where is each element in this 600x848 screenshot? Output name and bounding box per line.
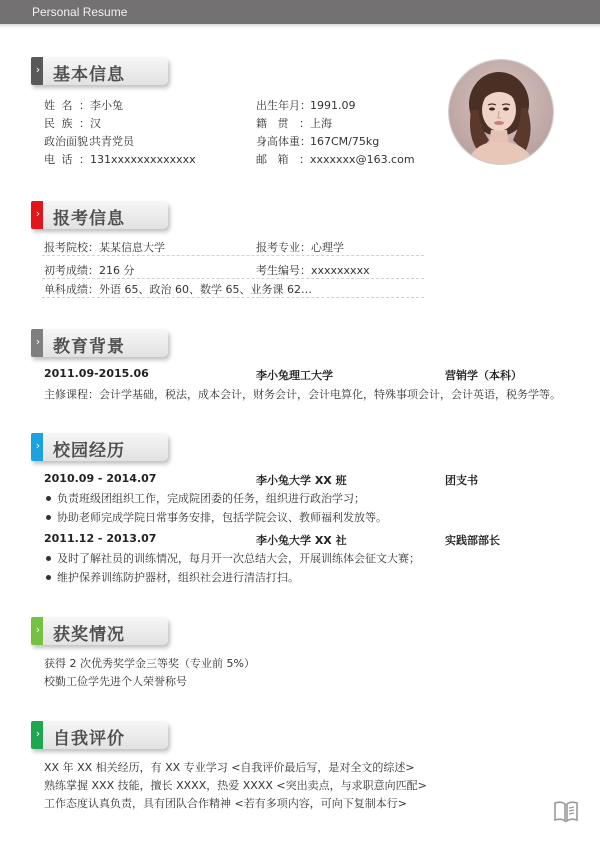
email-value: xxxxxxx@163.com <box>310 153 415 166</box>
name-label: 姓名： <box>44 99 90 112</box>
chevron-right-icon: › <box>35 439 41 452</box>
section-accent <box>31 329 43 357</box>
exam-major-value: 心理学 <box>311 241 344 254</box>
chevron-right-icon: › <box>35 63 41 76</box>
section-header-awards <box>31 617 168 645</box>
birth-label: 出生年月： <box>256 99 311 112</box>
section-accent <box>31 617 43 645</box>
title-bar <box>0 0 600 24</box>
name-value: 李小兔 <box>90 99 123 112</box>
origin-row <box>256 115 332 131</box>
section-title: 基本信息 <box>53 65 125 85</box>
exam-number-row <box>256 262 370 278</box>
avatar-photo <box>449 60 553 164</box>
exam-school-row <box>44 239 165 255</box>
section-title: 获奖情况 <box>53 625 125 645</box>
campus-item: 及时了解社员的训练情况，每月开一次总结大会，开展训练体会征文大赛； <box>57 552 420 565</box>
phone-value: 131xxxxxxxxxxxxx <box>90 153 196 166</box>
chevron-right-icon: › <box>35 623 41 636</box>
education-period: 2011.09-2015.06 <box>44 367 149 380</box>
email-label: 邮箱： <box>256 153 310 166</box>
campus-role: 团支书 <box>445 474 478 487</box>
chevron-right-icon: › <box>35 727 41 740</box>
exam-score-label: 初考成绩： <box>44 264 99 277</box>
email-row <box>256 151 415 167</box>
ethnicity-label: 民族： <box>44 117 90 130</box>
name-row <box>44 97 123 113</box>
exam-single-value: 外语 65、政治 60、数学 65、业务课 62… <box>99 283 312 296</box>
politics-value: 共青党员 <box>90 135 134 148</box>
section-title: 报考信息 <box>53 209 125 229</box>
section-accent <box>31 721 43 749</box>
exam-major-row <box>256 239 344 255</box>
section-header-exam <box>31 201 168 229</box>
self-eval-item: XX 年 XX 相关经历，有 XX 专业学习 <自我评价最后写，是对全文的综述> <box>44 761 415 774</box>
campus-org: 李小兔大学 XX 班 <box>256 474 347 487</box>
bullet-icon <box>46 515 51 520</box>
ethnicity-row <box>44 115 101 131</box>
exam-school-label: 报考院校： <box>44 241 99 254</box>
book-icon <box>553 798 579 824</box>
section-header-education <box>31 329 168 357</box>
section-header-campus <box>31 433 168 461</box>
campus-item: 维护保养训练防护器材，组织社会进行清洁打扫。 <box>57 571 299 584</box>
section-header-basic <box>31 57 168 85</box>
exam-single-row <box>44 281 312 297</box>
exam-number-label: 考生编号： <box>256 264 311 277</box>
education-major: 营销学（本科） <box>445 369 522 382</box>
bullet-icon <box>46 575 51 580</box>
chevron-right-icon: › <box>35 207 41 220</box>
campus-item: 负责班级团组织工作，完成院团委的任务，组织进行政治学习； <box>57 492 365 505</box>
politics-label: 政治面貌： <box>44 135 99 148</box>
origin-label: 籍贯： <box>256 117 310 130</box>
campus-org: 李小兔大学 XX 社 <box>256 534 347 547</box>
section-accent <box>31 201 43 229</box>
bullet-icon <box>46 496 51 501</box>
self-eval-item: 工作态度认真负责，具有团队合作精神 <若有多项内容，可向下复制本行> <box>44 797 407 810</box>
education-school: 李小兔理工大学 <box>256 369 333 382</box>
window-title: Personal Resume <box>32 5 128 19</box>
section-header-self <box>31 721 168 749</box>
exam-school-value: 某某信息大学 <box>99 241 165 254</box>
height-weight-row <box>256 133 379 149</box>
section-accent <box>31 57 43 85</box>
chevron-right-icon: › <box>35 335 41 348</box>
exam-score-value: 216 分 <box>99 264 135 277</box>
campus-period: 2011.12 - 2013.07 <box>44 532 157 545</box>
origin-value: 上海 <box>310 117 332 130</box>
birth-row <box>256 97 356 113</box>
phone-label: 电话： <box>44 153 90 166</box>
phone-row <box>44 151 196 167</box>
section-title: 教育背景 <box>53 337 125 357</box>
divider <box>42 255 424 256</box>
campus-item: 协助老师完成学院日常事务安排，包括学院会议、教师福利发放等。 <box>57 511 387 524</box>
education-courses: 主修课程：会计学基础，税法，成本会计，财务会计，会计电算化，特殊事项会计，会计英语，税务学等。 <box>44 388 561 401</box>
bullet-icon <box>46 556 51 561</box>
award-item: 校勤工俭学先进个人荣誉称号 <box>44 675 187 688</box>
birth-value: 1991.09 <box>310 99 356 112</box>
campus-role: 实践部部长 <box>445 534 500 547</box>
ethnicity-value: 汉 <box>90 117 101 130</box>
campus-period: 2010.09 - 2014.07 <box>44 472 157 485</box>
self-eval-item: 熟练掌握 XXX 技能，擅长 XXXX，热爱 XXXX <突出卖点，与求职意向匹配> <box>44 779 427 792</box>
divider <box>42 297 424 298</box>
divider <box>42 278 424 279</box>
section-title: 自我评价 <box>53 729 125 749</box>
politics-row <box>44 133 134 149</box>
exam-score-row <box>44 262 135 278</box>
section-accent <box>31 433 43 461</box>
height-weight-value: 167CM/75kg <box>310 135 380 148</box>
exam-number-value: xxxxxxxxx <box>311 264 370 277</box>
height-weight-label: 身高体重： <box>256 135 311 148</box>
award-item: 获得 2 次优秀奖学金三等奖（专业前 5%） <box>44 657 255 670</box>
title-bar-shadow <box>0 24 600 28</box>
section-title: 校园经历 <box>53 441 125 461</box>
exam-single-label: 单科成绩： <box>44 283 99 296</box>
exam-major-label: 报考专业： <box>256 241 311 254</box>
